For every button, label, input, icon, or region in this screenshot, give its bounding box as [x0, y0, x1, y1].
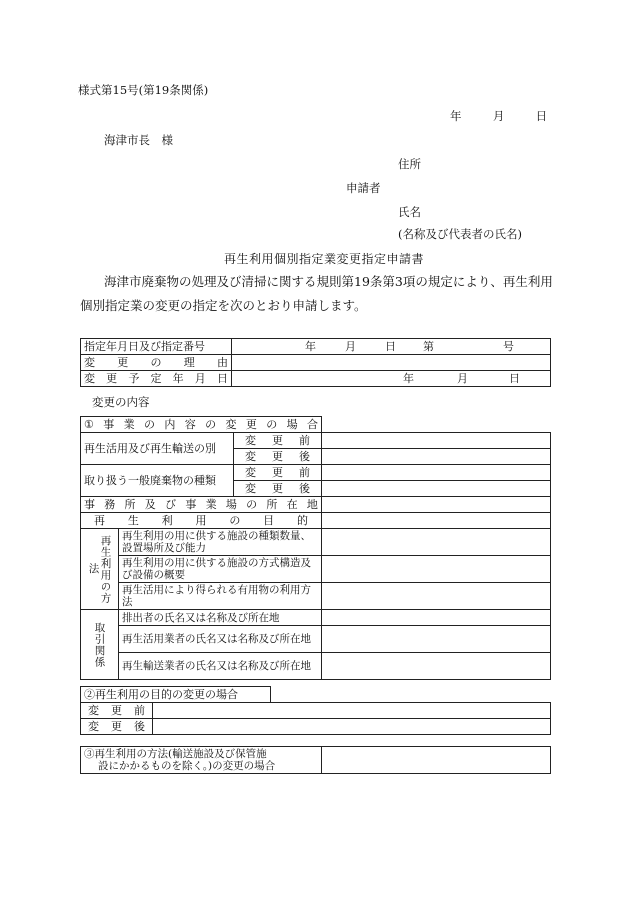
section2-table — [80, 686, 551, 735]
designation-day: 日 — [385, 339, 396, 353]
office-location-label: 事 務 所 及 び 事 業 場 の 所 在 地 — [81, 497, 322, 513]
section2-before-value[interactable] — [153, 703, 551, 719]
form-number: 様式第15号(第19条関係) — [78, 83, 209, 97]
relation-row-1 — [81, 610, 551, 626]
classification-before-value[interactable] — [322, 433, 551, 449]
planned-month: 月 — [457, 371, 468, 385]
section2-before-label: 変 更 前 — [81, 703, 153, 719]
planned-day: 日 — [509, 371, 520, 385]
waste-after-label: 変 更 後 — [234, 481, 322, 497]
method-row-2 — [81, 556, 551, 583]
waste-after-value[interactable] — [322, 481, 551, 497]
designation-row — [81, 339, 551, 355]
relation-item-3: 再生輸送業者の氏名又は名称及び所在地 — [119, 653, 322, 680]
planned-date-label: 変 更 予 定 年 月 日 — [81, 371, 232, 387]
name-label: 氏名 — [398, 205, 421, 219]
section1-header-row — [81, 417, 551, 433]
section1-table — [80, 416, 551, 680]
section3-table — [80, 746, 551, 774]
classification-after-label: 変 更 後 — [234, 449, 322, 465]
header-date — [450, 108, 547, 124]
designation-dai: 第 — [423, 339, 434, 353]
date-year-label: 年 — [450, 109, 462, 123]
section2-before-row — [81, 703, 551, 719]
relation-group-label: 取引関係 — [81, 610, 119, 680]
method-group-label: 再生利用の方法 — [81, 529, 119, 610]
method-item-2: 再生利用の用に供する施設の方式構造及び設備の概要 — [119, 556, 322, 583]
applicant-label: 申請者 — [346, 181, 381, 195]
designation-go: 号 — [503, 339, 514, 353]
purpose-label: 再 生 利 用 の 目 的 — [81, 513, 322, 529]
waste-before-label: 変 更 前 — [234, 465, 322, 481]
relation-item-1-value[interactable] — [322, 610, 551, 626]
method-item-1: 再生利用の用に供する施設の種類数量、設置場所及び能力 — [119, 529, 322, 556]
relation-item-1: 排出者の氏名又は名称及び所在地 — [119, 610, 322, 626]
method-item-3-value[interactable] — [322, 583, 551, 610]
office-location-value[interactable] — [322, 497, 551, 513]
planned-date-row — [81, 371, 551, 387]
purpose-value[interactable] — [322, 513, 551, 529]
body-line-2: 個別指定業の変更の指定を次のとおり申請します。 — [80, 298, 367, 313]
content-label: 変更の内容 — [92, 395, 150, 409]
section3-header-line-2: 設にかかるものを除く。)の変更の場合 — [98, 760, 276, 772]
method-row-1 — [81, 529, 551, 556]
method-item-2-value[interactable] — [322, 556, 551, 583]
designation-value[interactable] — [232, 339, 551, 355]
addressee: 海津市長 様 — [104, 133, 173, 147]
section2-header-row — [81, 687, 551, 703]
relation-row-3 — [81, 653, 551, 680]
method-item-1-value[interactable] — [322, 529, 551, 556]
designation-label: 指定年月日及び指定番号 — [81, 339, 232, 355]
section3-value[interactable] — [322, 747, 551, 774]
section3-header — [81, 747, 322, 774]
name-note: (名称及び代表者の氏名) — [398, 227, 522, 241]
section3-header-line-1: ③再生利用の方法(輸送施設及び保管施 — [84, 748, 267, 760]
classification-label: 再生活用及び再生輸送の別 — [81, 433, 234, 465]
method-row-3 — [81, 583, 551, 610]
waste-before-row — [81, 465, 551, 481]
waste-before-value[interactable] — [322, 465, 551, 481]
address-label: 住所 — [398, 157, 421, 171]
reason-label: 変 更 の 理 由 — [81, 355, 232, 371]
relation-item-3-value[interactable] — [322, 653, 551, 680]
section2-after-row — [81, 719, 551, 735]
waste-type-label: 取り扱う一般廃棄物の種類 — [81, 465, 234, 497]
section2-header-spacer — [271, 687, 551, 703]
designation-table — [80, 338, 551, 387]
body-line-1: 海津市廃棄物の処理及び清掃に関する規則第19条第3項の規定により、再生利用 — [104, 274, 553, 289]
classification-before-row — [81, 433, 551, 449]
reason-value[interactable] — [232, 355, 551, 371]
relation-item-2: 再生活用業者の氏名又は名称及び所在地 — [119, 626, 322, 653]
reason-row — [81, 355, 551, 371]
section2-header: ②再生利用の目的の変更の場合 — [81, 687, 271, 703]
section3-row — [81, 747, 551, 774]
date-month-label: 月 — [492, 109, 505, 123]
designation-month: 月 — [345, 339, 356, 353]
classification-before-label: 変 更 前 — [234, 433, 322, 449]
designation-year: 年 — [305, 339, 316, 353]
section1-header-spacer — [322, 417, 551, 433]
classification-after-value[interactable] — [322, 449, 551, 465]
document-title: 再生利用個別指定業変更指定申請書 — [224, 252, 425, 266]
section1-header: ① 事 業 の 内 容 の 変 更 の 場 合 — [81, 417, 322, 433]
planned-date-value[interactable] — [232, 371, 551, 387]
planned-year: 年 — [403, 371, 414, 385]
relation-row-2 — [81, 626, 551, 653]
relation-item-2-value[interactable] — [322, 626, 551, 653]
date-day-label: 日 — [535, 109, 548, 123]
purpose-row — [81, 513, 551, 529]
section2-after-value[interactable] — [153, 719, 551, 735]
office-location-row — [81, 497, 551, 513]
method-item-3: 再生活用により得られる有用物の利用方法 — [119, 583, 322, 610]
section2-after-label: 変 更 後 — [81, 719, 153, 735]
